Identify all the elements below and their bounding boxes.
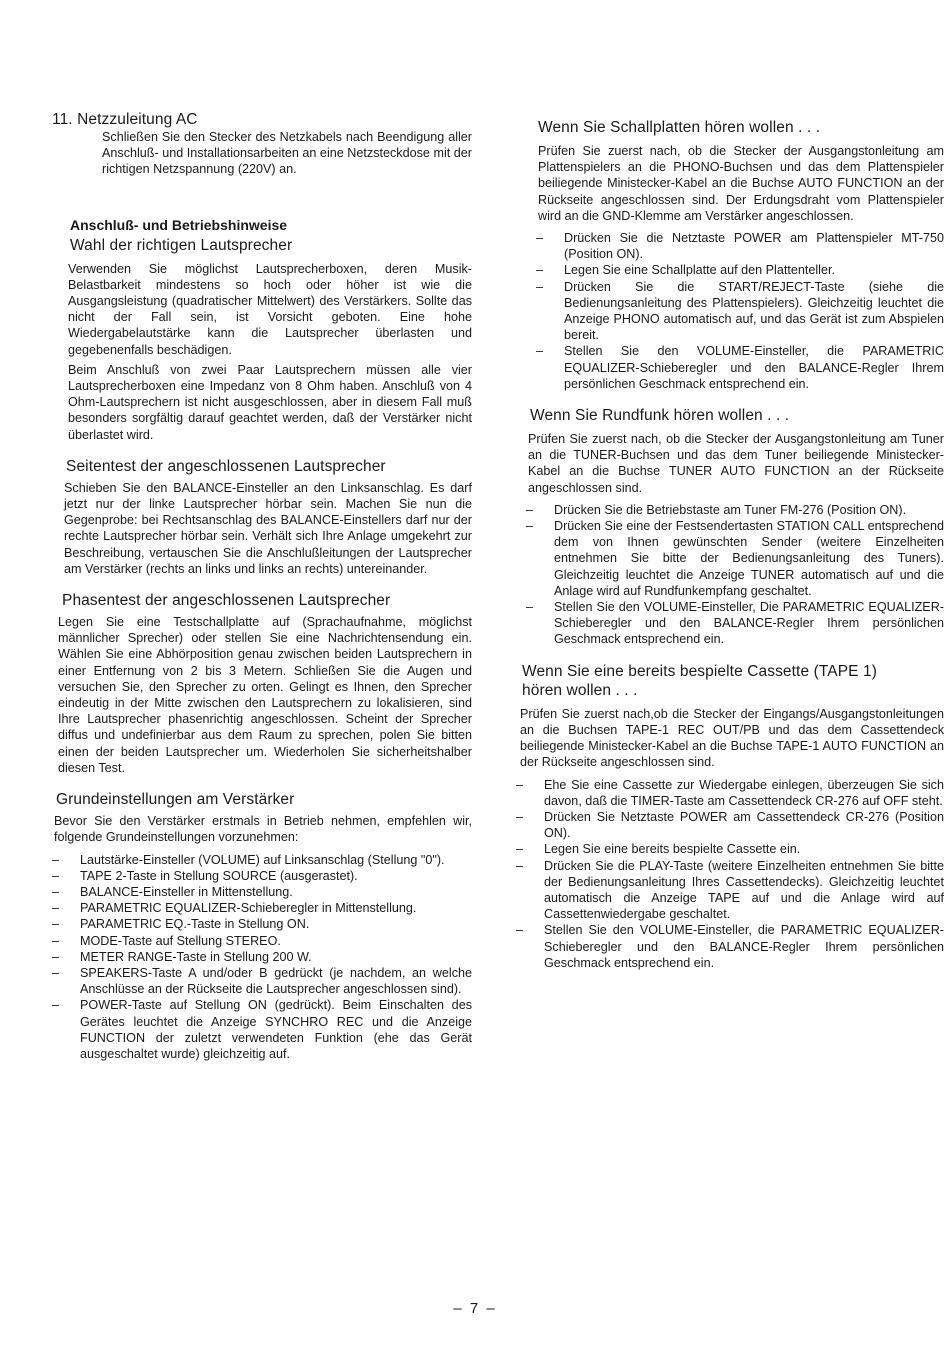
list-item: – Drücken Sie die Betriebstaste am Tuner FM-276 (Position ON). <box>526 502 907 517</box>
section-title-grundeinstellungen: Grundeinstellungen am Verstärker <box>56 791 295 809</box>
list-item: – Drücken Sie Netztaste POWER am Cassettendeck CR-276 (Position ON). <box>516 809 944 841</box>
list-item: – Drücken Sie eine der Festsendertasten STATION CALL entsprechend dem von Ihnen gewünschten Sender (weitere Einzelheiten entnehmen Sie bitte der Bedienungsanleitung des Tuners). Gleichzeitig leuchtet die Anzeige TUNER automatisch auf und die Anlage wird auf Rundfunkempfang geschaltet. <box>526 519 944 598</box>
lautsprecher-wahl-text-2: Beim Anschluß von zwei Paar Lautsprechern müssen alle vier Lautsprecherboxen eine Impedanz von 8 Ohm haben. Anschluß von 4 Ohm-Lautsprechern ist nicht ausgeschlossen, aber in diesem Fall muß besonders sorgfältig darauf geachtet werden, daß der Verstärker nicht überlastet wird. <box>68 362 472 442</box>
list-item: – POWER-Taste auf Stellung ON (gedrückt). Beim Einschalten des Gerätes leuchtet die Anzeige SYNCHRO REC und die Anzeige FUNCTION der zuletzt verwendeten Funktion (ehe das Gerät ausgeschaltet wurde) gleichzeitig auf. <box>52 998 472 1061</box>
page-number: – 7 – <box>453 1300 497 1317</box>
lautsprecher-wahl-text-1: Verwenden Sie möglichst Lautsprecherboxen, deren Musik-Belastbarkeit mindestens so hoch oder höher ist wie die Ausgangsleistung (quadratischer Mittelwert) des Verstärkers. Sollte das nicht der Fall sein, ist Vorsicht geboten. Eine hohe Wiedergabelautstärke kann die Lautsprecher überlasten und gegebenenfalls beschädigen. <box>68 261 472 357</box>
section-title-anschluss: Anschluß- und Betriebshinweise <box>70 216 288 233</box>
section-title-cassette: Wenn Sie eine bereits bespielte Cassette (TAPE 1) hören wollen . . . <box>522 662 877 699</box>
list-item: – Stellen Sie den VOLUME-Einsteller, Die PARAMETRIC EQUALIZER-Schieberegler und den BALANCE-Regler Ihrem persönlichen Geschmack entsprechend ein. <box>526 600 944 647</box>
left-column <box>52 110 472 1062</box>
schallplatten-list <box>536 230 944 392</box>
list-item: – Legen Sie eine Schallplatte auf den Plattenteller. <box>536 263 835 278</box>
schallplatten-text: Prüfen Sie zuerst nach, ob die Stecker der Ausgangstonleitung am Plattenspielers an die PHONO-Buchsen und das dem Plattenspieler beiliegende Ministecker-Kabel an die Buchse AUTO FUNCTION an der Rückseite angeschlossen sind. Der Erdungsdraht vom Plattenspieler wird an die GND-Klemme am Verstärker angeschlossen. <box>538 144 944 223</box>
netzzuleitung-text: Schließen Sie den Stecker des Netzkabels nach Beendigung aller Anschluß- und Installationsarbeiten an eine Netzsteckdose mit der richtigen Netzspannung (220V) an. <box>102 130 472 177</box>
list-item: – Drücken Sie die Netztaste POWER am Plattenspieler MT-750 (Position ON). <box>536 231 944 262</box>
section-title-seitentest: Seitentest der angeschlossenen Lautsprecher <box>66 457 386 475</box>
section-title-schallplatten: Wenn Sie Schallplatten hören wollen . . . <box>538 119 821 136</box>
list-item: – SPEAKERS-Taste A und/oder B gedrückt (je nachdem, an welche Anschlüsse an der Rückseite die Lautsprecher angeschlossen sind). <box>52 965 472 997</box>
phasentest-text: Legen Sie eine Testschallplatte auf (Sprachaufnahme, möglichst männlicher Sprecher) oder stellen Sie eine Nachrichtensendung ein. Wählen Sie eine Abhörposition genau zwischen beiden Lautsprechern in einer Entfernung von 2 bis 3 Metern. Schließen Sie die Augen und versuchen Sie, den Sprecher zu orten. Gelingt es Ihnen, den Sprecher eindeutig in der Mitte zwischen den Lautsprechern zu lokalisieren, sind Ihre Lautsprecher phasenrichtig angeschlossen. Scheint der Sprecher diffus und undefinierbar aus dem Raum zu sprechen, polen Sie bitten einen der beiden Lautsprecher um. Wiederholen Sie sicherheitshalber diesen Test. <box>58 615 472 775</box>
list-item: – TAPE 2-Taste in Stellung SOURCE (ausgerastet). <box>52 868 358 883</box>
grundeinstellungen-intro: Bevor Sie den Verstärker erstmals in Betrieb nehmen, empfehlen wir, folgende Grundeinstellungen vorzunehmen: <box>54 814 472 845</box>
list-item: – Legen Sie eine bereits bespielte Cassette ein. <box>516 842 801 857</box>
grundeinstellungen-list <box>52 852 472 1063</box>
list-item: – PARAMETRIC EQ.-Taste in Stellung ON. <box>52 917 310 932</box>
section-title-rundfunk: Wenn Sie Rundfunk hören wollen . . . <box>530 407 790 425</box>
list-item: – PARAMETRIC EQUALIZER-Schieberegler in Mittenstellung. <box>52 901 417 916</box>
list-item: – Drücken Sie die PLAY-Taste (weitere Einzelheiten entnehmen Sie bitte der Bedienungsanleitung Ihres Cassettendecks). Gleichzeitig leuchtet automatisch die Anzeige TAPE auf und die Anlage wird auf Cassettenwiedergabe geschaltet. <box>516 858 944 922</box>
list-item: – BALANCE-Einsteller in Mittenstellung. <box>52 884 293 899</box>
section-title-netzzuleitung: 11. Netzzuleitung AC <box>52 111 198 128</box>
list-item: – Lautstärke-Einsteller (VOLUME) auf Linksanschlag (Stellung "0"). <box>52 852 445 867</box>
section-title-lautsprecher-wahl: Wahl der richtigen Lautsprecher <box>70 236 293 254</box>
list-item: – Drücken Sie die START/REJECT-Taste (siehe die Bedienungsanleitung des Plattenspielers). Gleichzeitig leuchtet die Anzeige PHONO automatisch auf, und das Gerät ist zum Abspielen bereit. <box>536 279 944 343</box>
rundfunk-text: Prüfen Sie zuerst nach, ob die Stecker der Ausgangstonleitung am Tuner an die TUNER-Buchsen und das dem Tuner beiliegende Ministecker-Kabel an die Buchse TUNER AUTO FUNCTION an der Rückseite angeschlossen sind. <box>528 432 944 495</box>
list-item: – MODE-Taste auf Stellung STEREO. <box>52 933 281 948</box>
section-title-phasentest: Phasentest der angeschlossenen Lautsprecher <box>62 592 391 610</box>
rundfunk-list <box>526 502 944 648</box>
cassette-text: Prüfen Sie zuerst nach,ob die Stecker der Eingangs/Ausgangstonleitungen an die Buchsen TAPE-1 REC OUT/PB und das dem Cassettendeck beiliegende Ministecker-Kabel an die Buchse TAPE-1 AUTO FUNCTION an der Rückseite angeschlossen sind. <box>520 706 944 770</box>
cassette-list <box>516 777 944 971</box>
list-item: – Stellen Sie den VOLUME-Einsteller, die PARAMETRIC EQUALIZER-Schieberegler und den BALANCE-Regler Ihrem persönlichen Geschmack entsprechend ein. <box>516 923 944 970</box>
list-item: – Stellen Sie den VOLUME-Einsteller, die PARAMETRIC EQUALIZER-Schieberegler und den BALANCE-Regler Ihrem persönlichen Geschmack entsprechend ein. <box>536 344 944 391</box>
list-item: – METER RANGE-Taste in Stellung 200 W. <box>52 949 312 964</box>
list-item: – Ehe Sie eine Cassette zur Wiedergabe einlegen, überzeugen Sie sich davon, daß die TIMER-Taste am Cassettendeck CR-276 auf OFF steht. <box>516 777 944 808</box>
seitentest-text: Schieben Sie den BALANCE-Einsteller an den Linksanschlag. Es darf jetzt nur der linke Lautsprecher hörbar sein. Machen Sie nun die Gegenprobe: bei Rechtsanschlag des BALANCE-Einstellers darf nur der rechte Lautsprecher hörbar sein. Verhält sich Ihre Anlage umgekehrt zur Beschreibung, vertauschen Sie die Anschlußleitungen der Lautsprecher am Verstärker (rechts an links und links an rechts) untereinander. <box>64 480 472 576</box>
right-column <box>516 118 944 971</box>
